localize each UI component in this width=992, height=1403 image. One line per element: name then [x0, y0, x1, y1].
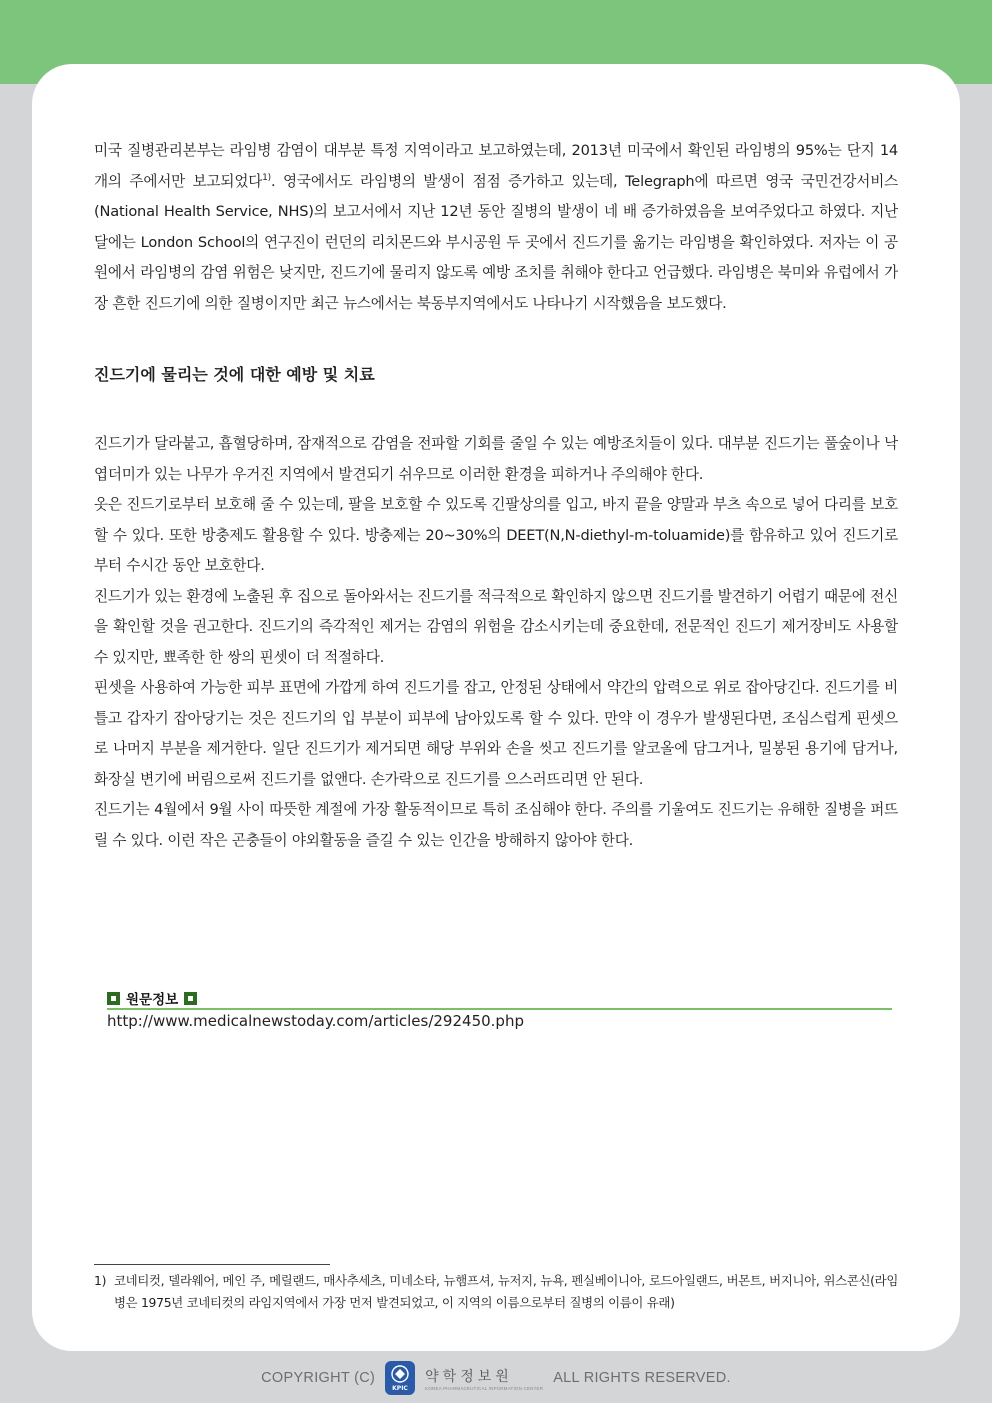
footnote-text: 코네티컷, 델라웨어, 메인 주, 메릴랜드, 매사추세츠, 미네소타, 뉴햄프셔, 뉴저지, 뉴욕, 펜실베이니아, 로드아일랜드, 버몬트, 버지니아, 위스콘신(라임병은 1975년 코네티컷의 라임지역에서 가장 먼저 발견되었고, 이 지역의 이름으로부터 질병의 이름이 유래)	[114, 1273, 898, 1310]
section-heading: 진드기에 물리는 것에 대한 예방 및 치료	[94, 365, 375, 384]
prevention-body	[94, 429, 898, 856]
org-block	[425, 1366, 543, 1391]
footnote-number: 1)	[94, 1273, 107, 1288]
intro-paragraph	[94, 136, 898, 319]
source-label: 원문정보	[126, 992, 179, 1008]
intro-text-part1: 미국 질병관리본부는 라임병 감염이 대부분 특정 지역이라고 보고하였는데, 2013년 미국에서 확인된 라임병의 95%는 단지 14개의 주에서만 보고되었다	[94, 142, 898, 190]
copyright-text: COPYRIGHT (C)	[261, 1370, 376, 1386]
footnote-divider	[94, 1264, 330, 1265]
body-paragraph-4: 핀셋을 사용하여 가능한 피부 표면에 가깝게 하여 진드기를 잡고, 안정된 상태에서 약간의 압력으로 위로 잡아당긴다. 진드기를 비틀고 갑자기 잡아당기는 것은 진드기의 입 부분이 피부에 남아있도록 할 수 있다. 만약 이 경우가 발생된다면, 조심스럽게 핀셋으로 나머지 부분을 제거한다. 일단 진드기가 제거되면 해당 부위와 손을 씻고 진드기를 알코올에 담그거나, 밀봉된 용기에 담거나, 화장실 변기에 버림으로써 진드기를 없앤다. 손가락으로 진드기를 으스러뜨리면 안 된다.	[94, 679, 898, 788]
org-name: 약학정보원	[425, 1368, 513, 1385]
source-url-link[interactable]: http://www.medicalnewstoday.com/articles/292450.php	[107, 1012, 524, 1030]
bullet-square-icon	[184, 992, 197, 1005]
body-paragraph-1: 진드기가 달라붙고, 흡혈당하며, 잠재적으로 감염을 전파할 기회를 줄일 수 있는 예방조치들이 있다. 대부분 진드기는 풀숲이나 낙엽더미가 있는 나무가 우거진 지역에서 발견되기 쉬우므로 이러한 환경을 피하거나 주의해야 한다.	[94, 435, 898, 483]
bullet-square-icon	[107, 992, 120, 1005]
intro-text-part2: . 영국에서도 라임병의 발생이 점점 증가하고 있는데, Telegraph에 따르면 영국 국민건강서비스(National Health Service, NHS)의 보고서에서 지난 12년 동안 질병의 발생이 네 배 증가하였음을 보여주었다고 하였다. 지난 달에는 London School의 연구진이 런던의 리치몬드와 부시공원 두 곳에서 진드기를 옮기는 라임병을 확인하였다. 저자는 이 공원에서 라임병의 감염 위험은 낮지만, 진드기에 물리지 않도록 예방 조치를 취해야 한다고 언급했다. 라임병은 북미와 유럽에서 가장 흔한 진드기에 의한 질병이지만 최근 뉴스에서는 북동부지역에서도 나타나기 시작했음을 보도했다.	[94, 172, 898, 312]
kpic-logo-icon	[385, 1361, 415, 1395]
kpic-emblem-icon	[387, 1363, 413, 1393]
source-header	[107, 988, 892, 1010]
footnote	[94, 1270, 898, 1314]
footnote-reference[interactable]: 1)	[262, 172, 271, 183]
rights-text: ALL RIGHTS RESERVED.	[553, 1370, 731, 1386]
page-footer	[0, 1358, 992, 1398]
org-subtitle: KOREA PHARMACEUTICAL INFORMATION CENTER	[425, 1385, 544, 1391]
article-content	[94, 136, 898, 856]
logo-text: KPIC	[392, 1385, 408, 1392]
body-paragraph-5: 진드기는 4월에서 9월 사이 따뜻한 계절에 가장 활동적이므로 특히 조심해야 한다. 주의를 기울여도 진드기는 유해한 질병을 퍼뜨릴 수 있다. 이런 작은 곤충들이 야외활동을 즐길 수 있는 인간을 방해하지 않아야 한다.	[94, 801, 898, 849]
source-info	[107, 988, 892, 1030]
body-paragraph-2: 옷은 진드기로부터 보호해 줄 수 있는데, 팔을 보호할 수 있도록 긴팔상의를 입고, 바지 끝을 양말과 부츠 속으로 넣어 다리를 보호할 수 있다. 또한 방충제도 활용할 수 있다. 방충제는 20~30%의 DEET(N,N-diethyl-m-toluamide)를 함유하고 있어 진드기로부터 수시간 동안 보호한다.	[94, 496, 898, 574]
body-paragraph-3: 진드기가 있는 환경에 노출된 후 집으로 돌아와서는 진드기를 적극적으로 확인하지 않으면 진드기를 발견하기 어렵기 때문에 전신을 확인할 것을 권고한다. 진드기의 즉각적인 제거는 감염의 위험을 감소시키는데 중요한데, 전문적인 진드기 제거장비도 사용할 수 있지만, 뾰족한 한 쌍의 핀셋이 더 적절하다.	[94, 587, 898, 666]
